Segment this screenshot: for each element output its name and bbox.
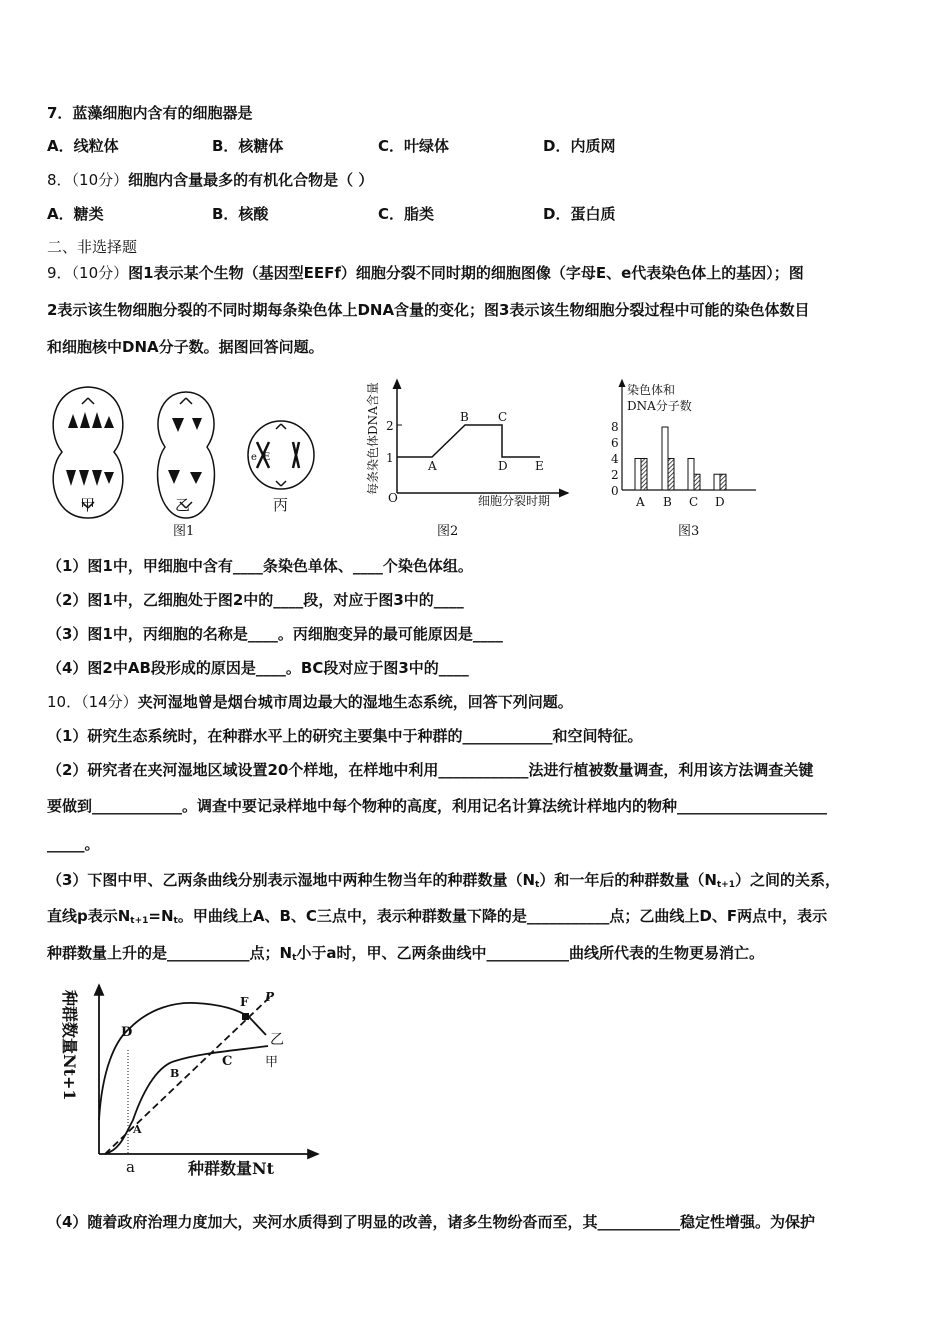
q7-option-d: D．内质网	[543, 137, 616, 155]
x-tick-A: A	[636, 495, 645, 509]
q9-number: 9．（10分）	[47, 264, 129, 282]
point-B: B	[460, 410, 469, 424]
x-tick-C: C	[689, 495, 699, 509]
population-figure	[60, 985, 318, 1178]
gene-e: e	[251, 452, 257, 463]
x-tick-D: D	[715, 495, 725, 509]
text-seg: 种群数量上升的是___________点；N	[47, 944, 293, 962]
x-axis-label: 细胞分裂时期	[478, 494, 551, 508]
chart-title-line-2: DNA分子数	[627, 399, 692, 413]
text-seg: =N	[148, 907, 174, 925]
text-seg: ）和一年后的种群数量（N	[539, 871, 717, 889]
q9-sub-3: （3）图1中，丙细胞的名称是____。丙细胞变异的最可能原因是____	[47, 625, 503, 643]
bar-A-dna	[641, 459, 647, 491]
q10-sub-2-line-2: 要做到____________。调查中要记录样地中每个物种的高度，利用记名计算法统计样地内的物种____________________	[47, 797, 828, 815]
line-p	[105, 997, 270, 1154]
bar-C-chromosome	[688, 459, 694, 491]
point-C: C	[498, 410, 508, 424]
bar-D-dna	[720, 474, 726, 490]
subscript: t	[535, 880, 540, 890]
point-F-marker	[242, 1013, 249, 1020]
figure-1	[53, 387, 314, 539]
label-F: F	[240, 995, 249, 1009]
q10-number: 10．（14分）	[47, 693, 138, 711]
figure-3	[611, 380, 756, 539]
q8-option-a: A．糖类	[47, 205, 104, 223]
x-tick-B: B	[663, 495, 672, 509]
point-D: D	[498, 459, 508, 473]
label-D: D	[121, 1025, 133, 1040]
figure-3-caption: 图3	[678, 524, 700, 539]
q8-option-d: D．蛋白质	[543, 205, 616, 223]
q8-text: 细胞内含量最多的有机化合物是（ ）	[128, 171, 374, 189]
label-jia: 甲	[265, 1055, 279, 1070]
label-B: B	[170, 1067, 180, 1080]
cell-label-jia: 甲	[80, 496, 96, 514]
label-A: A	[133, 1123, 142, 1136]
cell-label-yi: 乙	[175, 496, 191, 514]
y-tick-2: 2	[386, 419, 394, 433]
dna-content-line	[397, 425, 540, 457]
bar-A-chromosome	[635, 459, 641, 491]
q9-sub-4: （4）图2中AB段形成的原因是____。BC段对应于图3中的____	[47, 659, 469, 677]
figure-2	[365, 380, 568, 539]
q8-number: 8．（10分）	[47, 171, 129, 189]
y-tick: 8	[611, 420, 619, 434]
bar-C-dna	[694, 474, 700, 490]
curve-jia	[105, 1046, 268, 1154]
subscript: t	[292, 953, 297, 963]
y-tick: 2	[611, 468, 619, 482]
q10-sub-1: （1）研究生态系统时，在种群水平上的研究主要集中于种群的____________和空间特征。	[47, 727, 643, 745]
bar-B-dna	[668, 459, 674, 491]
q7-option-a: A．线粒体	[47, 137, 119, 155]
y-tick: 4	[611, 452, 619, 466]
origin-label: O	[388, 491, 398, 505]
y-tick: 6	[611, 436, 619, 450]
q9-text: 图1表示某个生物（基因型EEFf）细胞分裂不同时期的细胞图像（字母E、e代表染色体上的基因）；图	[128, 264, 804, 282]
curve-yi	[99, 1003, 266, 1120]
cell-bing	[248, 421, 314, 489]
q10-sub-2-line-3: _____。	[47, 835, 100, 853]
label-P: P	[265, 990, 275, 1004]
q8-option-b: B．核酸	[212, 205, 269, 223]
y-axis-label: 种群数量Nt+1	[60, 990, 79, 1101]
q10-sub-4: （4）随着政府治理力度加大，夹河水质得到了明显的改善，诸多生物纷沓而至，其___________稳定性增强。为保护	[47, 1213, 815, 1231]
y-tick-1: 1	[386, 451, 394, 465]
q7-option-b: B．核糖体	[212, 137, 284, 155]
text-seg: （3）下图中甲、乙两条曲线分别表示湿地中两种生物当年的种群数量（N	[47, 871, 535, 889]
y-axis-label: 每条染色体DNA含量	[366, 382, 380, 495]
q10-text: 夹河湿地曾是烟台城市周边最大的湿地生态系统，回答下列问题。	[137, 693, 573, 711]
text-seg: 小于a时，甲、乙两条曲线中___________曲线所代表的生物更易消亡。	[296, 944, 764, 962]
text-seg: 直线p表示N	[47, 907, 131, 925]
figure-1-caption: 图1	[173, 524, 195, 539]
q7-option-c: C．叶绿体	[378, 137, 450, 155]
point-E: E	[535, 459, 544, 473]
q9-sub-2: （2）图1中，乙细胞处于图2中的____段，对应于图3中的____	[47, 591, 464, 609]
text-seg: 。甲曲线上A、B、C三点中，表示种群数量下降的是___________点；乙曲线上D、F两点中，表示	[177, 907, 828, 925]
cell-label-bing: 丙	[273, 496, 289, 514]
gene-E: E	[263, 452, 271, 463]
subscript: t	[173, 916, 178, 926]
x-axis-label: 种群数量Nt	[188, 1159, 275, 1178]
q9-line-3: 和细胞核中DNA分子数。据图回答问题。	[47, 338, 324, 356]
label-yi: 乙	[270, 1032, 284, 1048]
label-a: a	[126, 1158, 135, 1176]
subscript: t+1	[716, 880, 735, 890]
bar-D-chromosome	[714, 474, 720, 490]
bar-B-chromosome	[662, 427, 668, 490]
subscript: t+1	[130, 916, 149, 926]
q9-line-2: 2表示该生物细胞分裂的不同时期每条染色体上DNA含量的变化；图3表示该生物细胞分裂过程中可能的染色体数目	[47, 301, 810, 319]
q10-sub-2-line-1: （2）研究者在夹河湿地区域设置20个样地，在样地中利用____________法进行植被数量调查，利用该方法调查关键	[47, 761, 814, 779]
label-C: C	[222, 1054, 233, 1069]
section-heading: 二、非选择题	[47, 238, 138, 256]
text-seg: ）之间的关系，	[734, 871, 840, 889]
q9-sub-1: （1）图1中，甲细胞中含有____条染色单体、____个染色体组。	[47, 557, 473, 575]
y-tick: 0	[611, 484, 619, 498]
figure-2-caption: 图2	[437, 524, 459, 539]
chart-title-line-1: 染色体和	[627, 383, 676, 397]
q7-stem: 7．蓝藻细胞内含有的细胞器是	[47, 104, 253, 122]
q8-option-c: C．脂类	[378, 205, 435, 223]
point-A: A	[428, 459, 437, 473]
